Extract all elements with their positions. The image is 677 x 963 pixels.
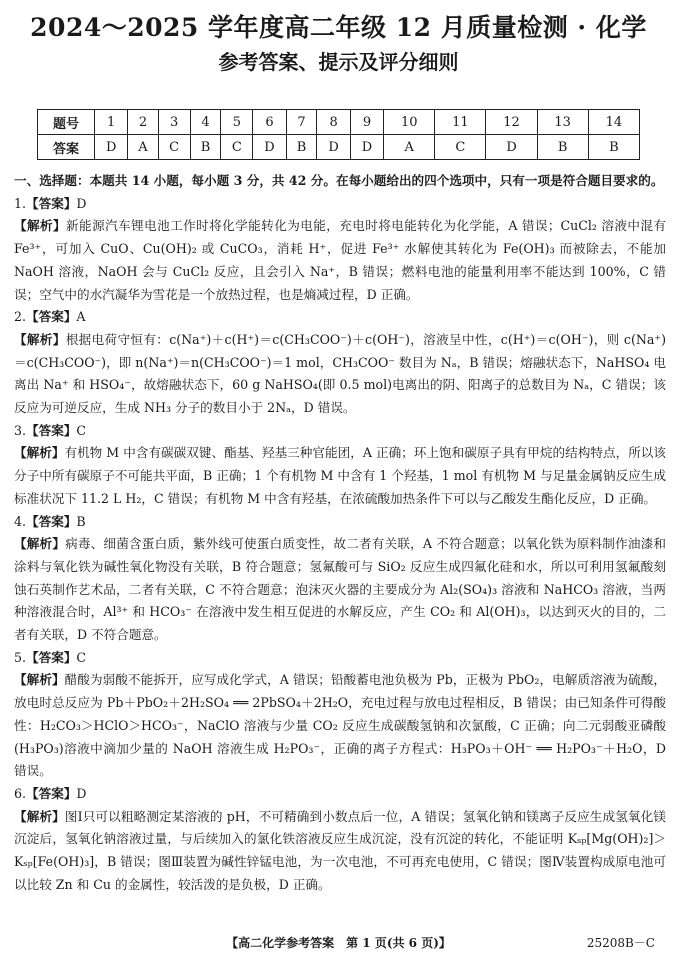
analysis-tag: 【解析】 [14, 218, 67, 234]
question-number-cell: 1 [95, 110, 128, 135]
question-number: 2. [14, 309, 27, 325]
answer-choice: C [76, 422, 87, 438]
answer-cell: D [486, 135, 537, 160]
question-number-cell: 8 [317, 110, 350, 135]
question-number-cell: 9 [350, 110, 383, 135]
answer-tag: 【答案】 [26, 649, 77, 665]
question-explanation [14, 215, 666, 306]
question-explanation [14, 806, 666, 897]
answer-cell: D [95, 135, 128, 160]
question-explanation [14, 442, 666, 510]
explanation-text: 新能源汽车锂电池工作时将化学能转化为电能，充电时将电能转化为化学能，A 错误；CuCl₂ 溶液中混有 Fe³⁺，可加入 CuO、Cu(OH)₂ 或 CuCO₃，消耗 H⁺，促进 Fe³⁺ 水解使其转化为 Fe(OH)₃ 而被除去，不能加 NaOH 溶液，NaOH 会与 CuCl₂ 反应，且会引入 Na⁺，B 错误；燃料电池的能量利用率不能达到 100%，C 错误；空气中的水汽凝华为雪花是一个放热过程，也是熵减过程，D 正确。 [14, 218, 667, 302]
question-number: 4. [14, 513, 27, 529]
footer-code: 25208B－C [586, 936, 655, 950]
page-subtitle: 参考答案、提示及评分细则 [218, 50, 459, 74]
analysis-tag: 【解析】 [14, 672, 65, 688]
answer-choice: C [76, 649, 87, 665]
answer-row [38, 135, 640, 160]
question-number-cell: 3 [158, 110, 190, 135]
question-number-row [38, 110, 640, 135]
question-number-cell: 4 [190, 110, 221, 135]
footer-page-info: 【高二化学参考答案 第 1 页(共 6 页)】 [226, 936, 451, 950]
question-answer-line [14, 420, 666, 443]
question-number-cell: 5 [221, 110, 253, 135]
answer-cell: D [317, 135, 350, 160]
answer-key-table [37, 109, 640, 160]
question-number: 5. [14, 649, 27, 665]
answer-cell: A [128, 135, 158, 160]
answer-header: 答案 [38, 135, 95, 160]
question-number-cell: 2 [128, 110, 158, 135]
answer-cell: C [221, 135, 253, 160]
answer-choice: D [76, 785, 87, 801]
answer-cell: B [588, 135, 639, 160]
explanation-text: 醋酸为弱酸不能拆开，应写成化学式，A 错误；铅酸蓄电池负极为 Pb，正极为 PbO₂，电解质溶液为硫酸，放电时总反应为 Pb＋PbO₂＋2H₂SO₄ ══ 2PbSO₄＋2H₂O，充电过程与放电过程相反，B 错误；由已知条件可得酸性：H₂CO₃＞HClO＞HCO₃⁻，NaClO 溶液与少量 CO₂ 反应生成碳酸氢钠和次氯酸，C 正确；向二元弱酸亚磷酸(H₃PO₃)溶液中滴加少量的 NaOH 溶液生成 H₂PO₃⁻，正确的离子方程式：H₃PO₃＋OH⁻ ══ H₂PO₃⁻＋H₂O，D 错误。 [14, 672, 666, 779]
question-explanation [14, 329, 666, 420]
question-answer-line [14, 647, 666, 670]
question-number-cell: 7 [286, 110, 317, 135]
question-number-cell: 10 [384, 110, 435, 135]
question-number: 3. [14, 422, 27, 438]
answer-choice: B [76, 513, 86, 529]
answer-cell: B [286, 135, 317, 160]
question-number-cell: 12 [486, 110, 537, 135]
answer-cell: C [158, 135, 190, 160]
question-number-cell: 14 [588, 110, 639, 135]
question-number-header: 题号 [38, 110, 95, 135]
question-answer-line [14, 193, 666, 216]
question-answer-line [14, 306, 666, 329]
question-explanation [14, 669, 666, 783]
question-number-cell: 6 [253, 110, 286, 135]
answer-tag: 【答案】 [26, 195, 77, 211]
answer-tag: 【答案】 [26, 513, 77, 529]
question-answer-line [14, 783, 666, 806]
answer-choice: A [76, 309, 86, 325]
answer-cell: B [537, 135, 588, 160]
explanation-text: 图Ⅰ只可以粗略测定某溶液的 pH，不可精确到小数点后一位，A 错误；氢氧化钠和镁离子反应生成氢氧化镁沉淀后，氢氧化钠溶液过量，与后续加入的氯化铁溶液反应生成沉淀，没有沉淀的转化，不能证明 Kₛₚ[Mg(OH)₂]＞Kₛₚ[Fe(OH)₃]，B 错误；图Ⅲ装置为碱性锌锰电池，为一次电池，不可再充电使用，C 错误；图Ⅳ装置构成原电池可以比较 Zn 和 Cu 的金属性，较活泼的是负极，D 正确。 [14, 808, 666, 892]
explanation-text: 病毒、细菌含蛋白质，紫外线可使蛋白质变性，故二者有关联，A 不符合题意；以氧化铁为原料制作油漆和涂料与氧化铁为碱性氧化物没有关联，B 符合题意；氢氟酸可与 SiO₂ 反应生成四氟化硅和水，所以可利用氢氟酸刻蚀石英制作艺术品，二者有关联，C 不符合题意；泡沫灭火器的主要成分为 Al₂(SO₄)₃ 溶液和 NaHCO₃ 溶液，当两种溶液混合时，Al³⁺ 和 HCO₃⁻ 在溶液中发生相互促进的水解反应，产生 CO₂ 和 Al(OH)₃，以达到灭火的目的，二者有关联，D 不符合题意。 [14, 536, 667, 643]
answer-tag: 【答案】 [26, 309, 77, 325]
question-explanation [14, 533, 666, 647]
question-answer-line [14, 511, 666, 534]
explanation-text: 有机物 M 中含有碳碳双键、酯基、羟基三种官能团，A 正确；环上饱和碳原子具有甲烷的结构特点，所以该分子中所有碳原子不可能共平面，B 正确；1 个有机物 M 中含有 1 个羟基，1 mol 有机物 M 与足量金属钠反应生成标准状况下 11.2 L H₂，C 错误；有机物 M 中含有羟基，在浓硫酸加热条件下可以与乙酸发生酯化反应，D 正确。 [14, 445, 667, 506]
answer-cell: D [350, 135, 383, 160]
explanations-body [14, 170, 666, 897]
question-number-cell: 11 [435, 110, 486, 135]
question-number: 1. [14, 195, 27, 211]
analysis-tag: 【解析】 [14, 445, 65, 461]
answer-cell: D [253, 135, 286, 160]
answer-choice: D [76, 195, 87, 211]
analysis-tag: 【解析】 [14, 808, 65, 824]
question-number: 6. [14, 785, 27, 801]
answer-cell: A [384, 135, 435, 160]
question-number-cell: 13 [537, 110, 588, 135]
answer-cell: B [190, 135, 221, 160]
section-heading: 一、选择题：本题共 14 小题，每小题 3 分，共 42 分。在每小题给出的四个选项中，只有一项是符合题目要求的。 [14, 173, 664, 188]
answer-tag: 【答案】 [26, 422, 77, 438]
answer-tag: 【答案】 [26, 785, 77, 801]
explanation-text: 根据电荷守恒有：c(Na⁺)＋c(H⁺)＝c(CH₃COO⁻)＋c(OH⁻)，溶液呈中性，c(H⁺)＝c(OH⁻)，则 c(Na⁺)＝c(CH₃COO⁻)，即 n(Na⁺)＝n(CH₃COO⁻)＝1 mol，CH₃COO⁻ 数目为 Nₐ，B 错误；熔融状态下，NaHSO₄ 电离出 Na⁺ 和 HSO₄⁻，故熔融状态下，60 g NaHSO₄(即 0.5 mol)电离出的阴、阳离子的总数目为 Nₐ，C 错误；该反应为可逆反应，生成 NH₃ 分子的数目小于 2Nₐ，D 错误。 [14, 331, 666, 416]
page-title: 2024～2025 学年度高二年级 12 月质量检测 · 化学 [30, 13, 647, 42]
analysis-tag: 【解析】 [14, 331, 66, 347]
answer-cell: C [435, 135, 486, 160]
analysis-tag: 【解析】 [14, 536, 66, 552]
